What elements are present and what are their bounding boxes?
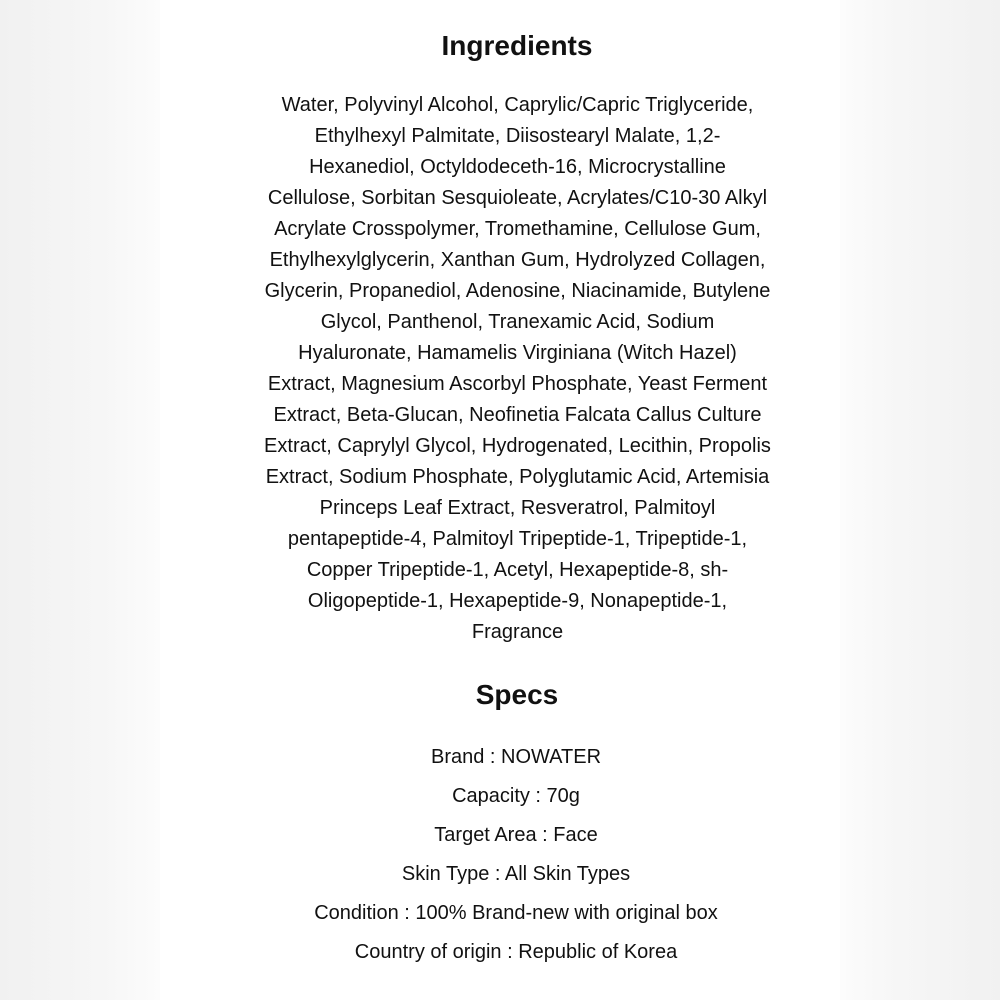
ingredients-line: Extract, Caprylyl Glycol, Hydrogenated, Lecithin, Propolis [264, 435, 771, 457]
left-background-fade [0, 0, 170, 1000]
spec-skin-type: Skin Type : All Skin Types [401, 863, 631, 885]
ingredients-line: Glycerin, Propanediol, Adenosine, Niacinamide, Butylene [264, 280, 771, 302]
ingredients-line: Water, Polyvinyl Alcohol, Caprylic/Capric Triglyceride, [281, 94, 754, 116]
ingredients-line: Ethylhexylglycerin, Xanthan Gum, Hydrolyzed Collagen, [269, 249, 766, 271]
ingredients-line: Glycol, Panthenol, Tranexamic Acid, Sodium [320, 311, 715, 333]
spec-condition: Condition : 100% Brand-new with original box [314, 902, 718, 924]
ingredients-line: Copper Tripeptide-1, Acetyl, Hexapeptide-8, sh- [306, 559, 729, 581]
ingredients-line: Ethylhexyl Palmitate, Diisostearyl Malate, 1,2- [314, 125, 721, 147]
ingredients-line: Extract, Sodium Phosphate, Polyglutamic Acid, Artemisia [265, 466, 770, 488]
spec-brand: Brand : NOWATER [430, 746, 602, 768]
product-info-panel [160, 0, 840, 1000]
ingredients-line: Hyaluronate, Hamamelis Virginiana (Witch Hazel) [298, 342, 737, 364]
right-background-fade [830, 0, 1000, 1000]
ingredients-line: Acrylate Crosspolymer, Tromethamine, Cellulose Gum, [274, 218, 761, 240]
ingredients-text [160, 90, 840, 648]
ingredients-line: Hexanediol, Octyldodeceth-16, Microcrystalline [309, 156, 726, 178]
ingredients-line: Oligopeptide-1, Hexapeptide-9, Nonapeptide-1, [307, 590, 728, 612]
spec-country-of-origin: Country of origin : Republic of Korea [354, 941, 678, 963]
ingredients-line: Extract, Magnesium Ascorbyl Phosphate, Yeast Ferment [267, 373, 768, 395]
ingredients-line: Fragrance [471, 621, 564, 643]
spec-capacity: Capacity : 70g [452, 785, 580, 807]
ingredients-line: pentapeptide-4, Palmitoyl Tripeptide-1, Tripeptide-1, [287, 528, 748, 550]
ingredients-line: Cellulose, Sorbitan Sesquioleate, Acrylates/C10-30 Alkyl [267, 187, 768, 209]
specs-heading: Specs [475, 679, 559, 710]
ingredients-line: Princeps Leaf Extract, Resveratrol, Palmitoyl [319, 497, 716, 519]
ingredients-heading: Ingredients [441, 30, 593, 61]
specs-list [160, 738, 840, 972]
ingredients-line: Extract, Beta-Glucan, Neofinetia Falcata Callus Culture [273, 404, 762, 426]
spec-target-area: Target Area : Face [434, 824, 598, 846]
